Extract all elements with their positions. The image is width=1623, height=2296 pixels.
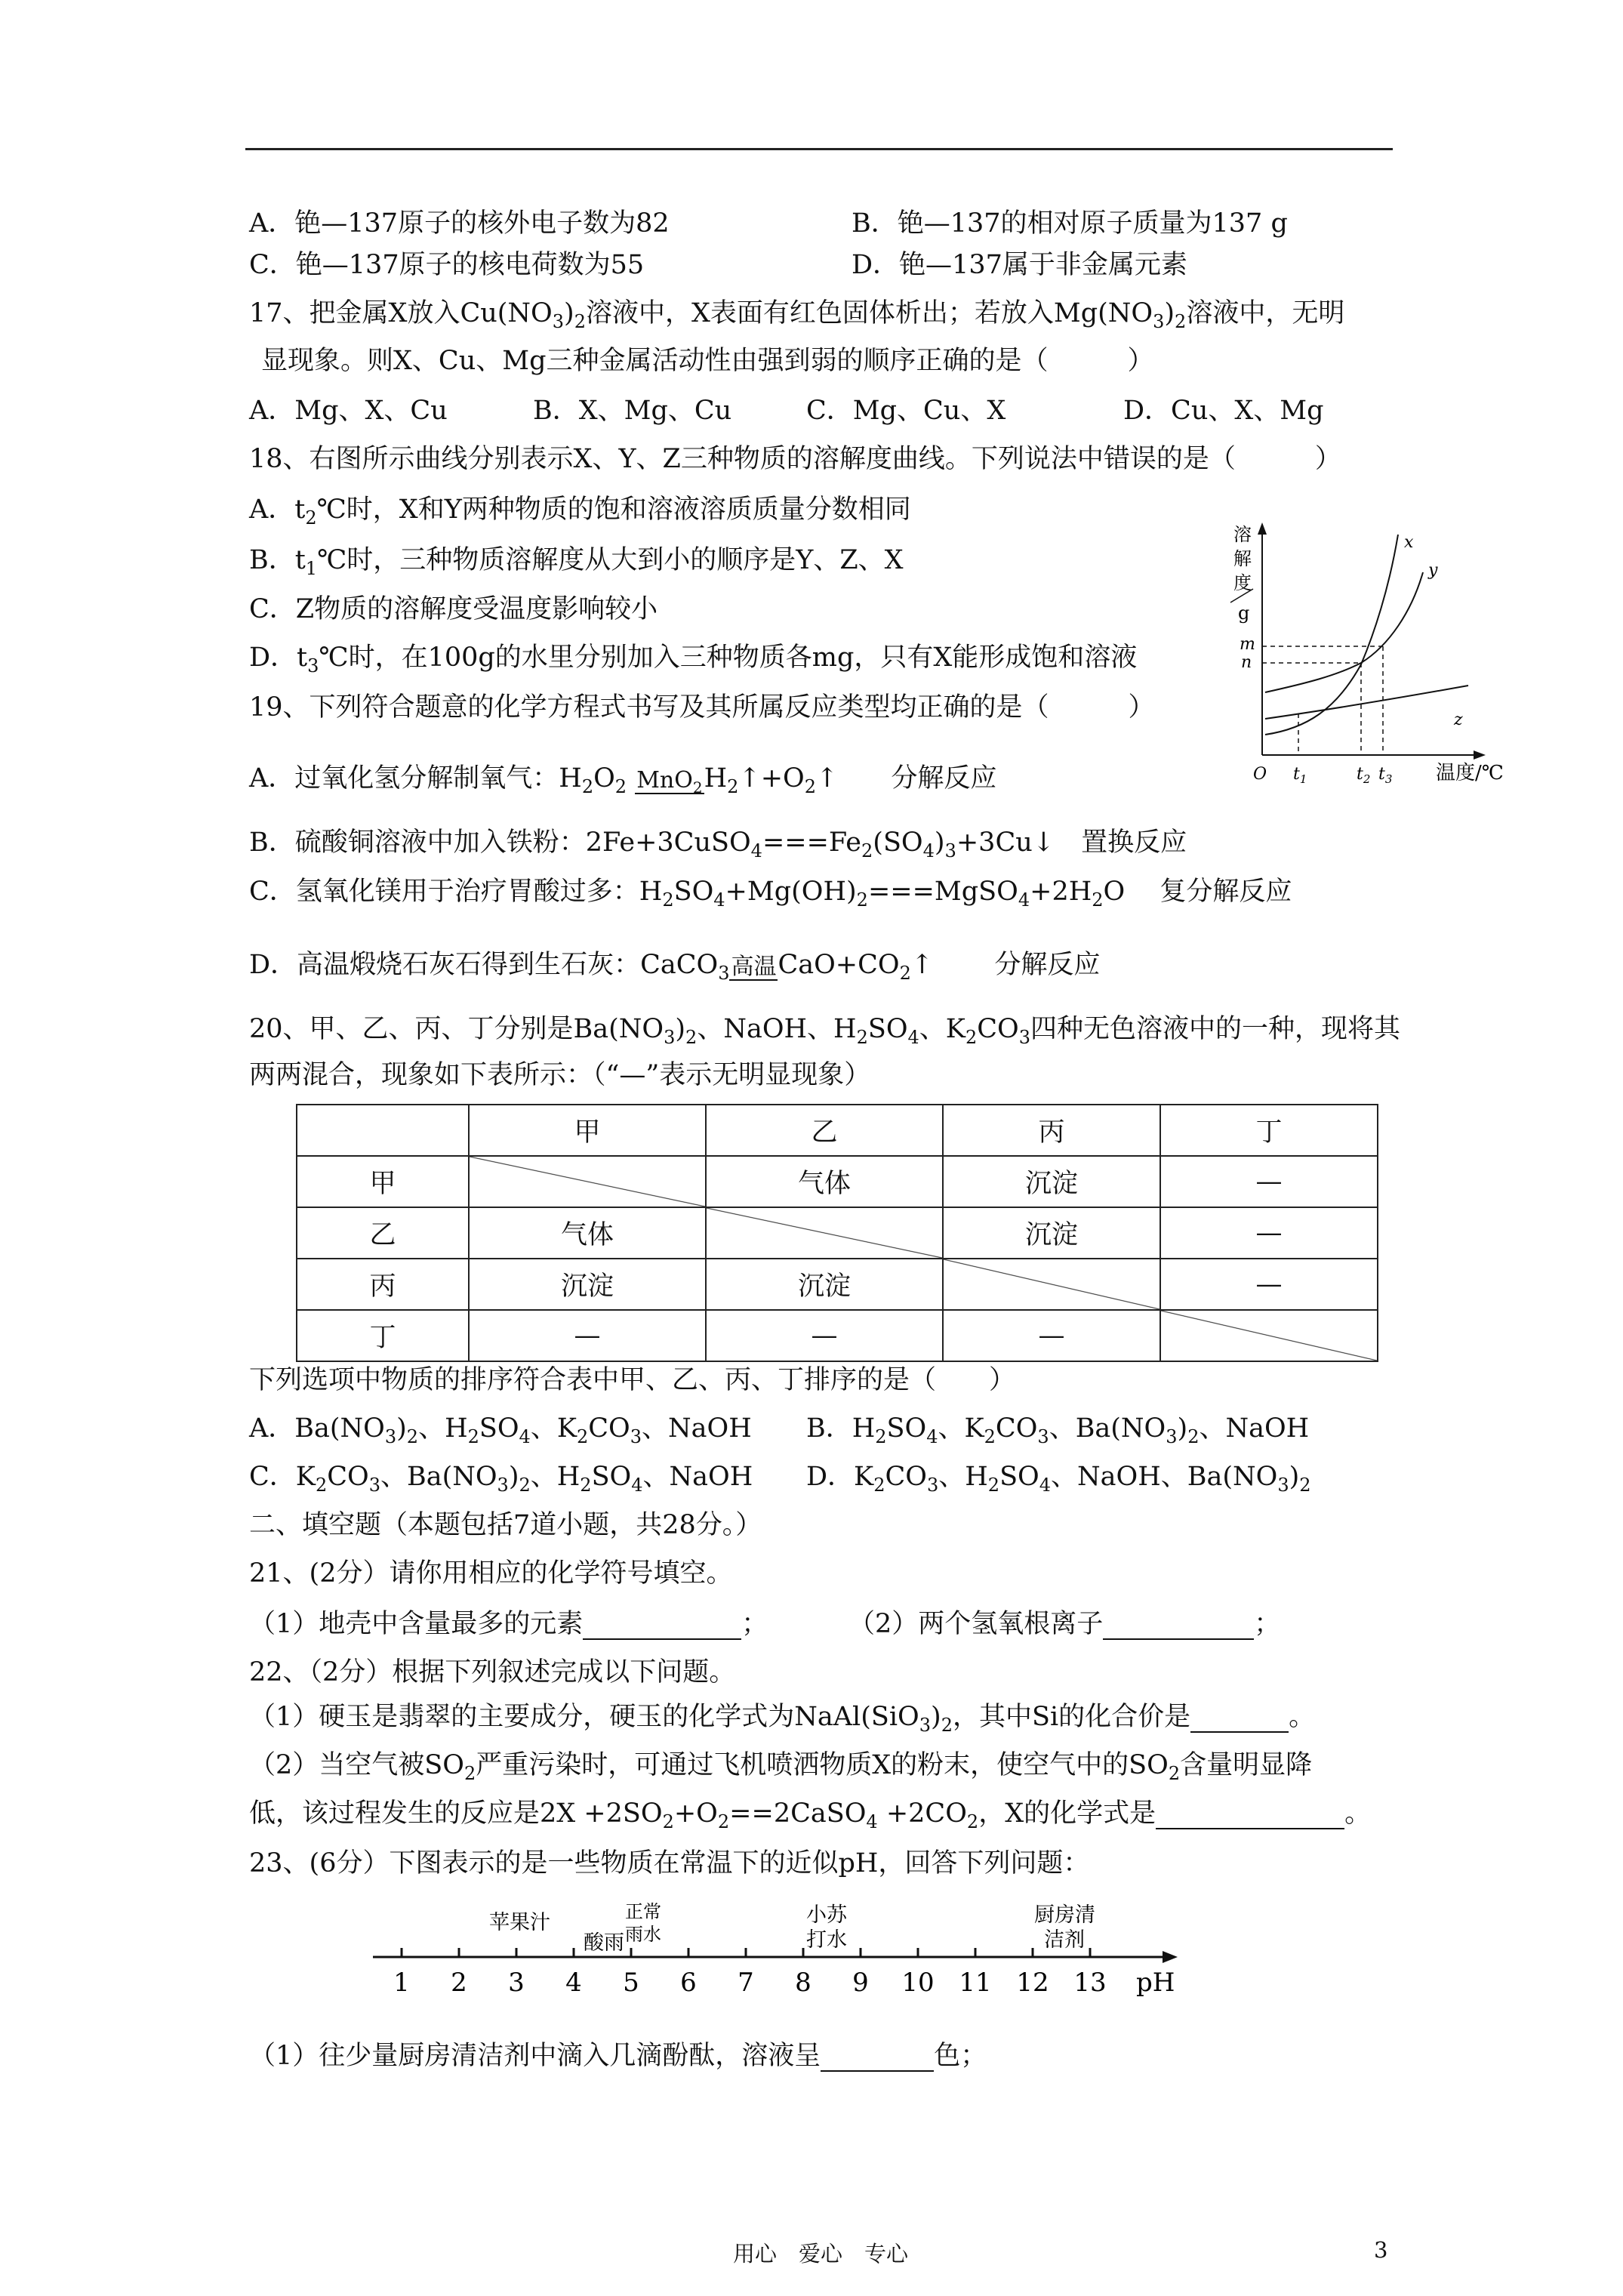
x-axis-arrow bbox=[1474, 750, 1486, 760]
q17-stem-line2: 显现象。则X、Cu、Mg三种金属活动性由强到弱的顺序正确的是（ ） bbox=[261, 346, 1154, 376]
q17-stem-line1: 17、把金属X放入$Cu(NO_3)_2$溶液中，X表面有红色固体析出；若放入$Mg(NO_3)_2$溶液中，无明 bbox=[249, 298, 1345, 332]
ph-tick-label: 2 bbox=[451, 1968, 467, 1998]
answer-blank[interactable] bbox=[583, 1613, 741, 1640]
ph-tick-label: 1 bbox=[393, 1968, 410, 1998]
ylabel-char-2: 解 bbox=[1233, 548, 1252, 569]
section-heading: 二、填空题（本题包括7道小题，共28分。） bbox=[249, 1510, 762, 1540]
reaction-table bbox=[296, 1104, 1378, 1362]
catalyst-arrow: MnO$_2$ bbox=[636, 767, 703, 797]
q18-option-c: C．Z物质的溶解度受温度影响较小 bbox=[249, 594, 658, 624]
curve-z bbox=[1265, 686, 1468, 719]
table-row bbox=[297, 1207, 1378, 1259]
ph-tick-label: 6 bbox=[680, 1968, 697, 1998]
q20-option-d: D．$K_2CO_3$、$H_2SO_4$、NaOH、$Ba(NO_3)_2$ bbox=[806, 1462, 1311, 1496]
q19-option-c: C．氢氧化镁用于治疗胃酸过多：$H_2SO_4+Mg(OH)_2===MgSO_4+2H_2O$ 复分解反应 bbox=[249, 877, 1292, 911]
header-cell: 丁 bbox=[1160, 1105, 1378, 1156]
row-label: 丁 bbox=[297, 1310, 469, 1361]
q19-option-d: D．高温煅烧石灰石得到生石灰：CaCO$_3$ 高温 $CaO+CO_2↑$ 分解反应 bbox=[249, 950, 1101, 984]
q21-part1: （1）地壳中含量最多的元素 ； bbox=[249, 1609, 768, 1639]
label-x: x bbox=[1404, 533, 1414, 552]
q19-option-b: B．硫酸铜溶液中加入铁粉：$2Fe+3CuSO_4===Fe_2(SO_4)_3+3Cu↓$ 置换反应 bbox=[249, 827, 1187, 861]
q17-option-a: A．Mg、X、Cu bbox=[249, 396, 448, 426]
diagonal-cell bbox=[469, 1156, 706, 1207]
curve-y bbox=[1265, 572, 1423, 692]
ylabel-char-4: g bbox=[1238, 603, 1250, 624]
diagonal-cell bbox=[1160, 1310, 1378, 1361]
q20-option-b: B．$H_2SO_4$、$K_2CO_3$、$Ba(NO_3)_2$、NaOH bbox=[806, 1413, 1310, 1447]
label-cleaner-1: 厨房清 bbox=[1034, 1903, 1095, 1927]
table-cell: 沉淀 bbox=[706, 1259, 943, 1310]
ph-ticks bbox=[393, 1948, 1106, 1998]
q19-option-a: A．过氧化氢分解制氧气：$H_2O_2$ MnO$_2$ $H_2↑+O_2↑$ 分解反应 bbox=[249, 763, 997, 797]
table-header-row bbox=[297, 1105, 1378, 1156]
q20-option-a: A．$Ba(NO_3)_2$、$H_2SO_4$、$K_2CO_3$、NaOH bbox=[249, 1413, 752, 1447]
ph-scale bbox=[362, 1888, 1223, 2001]
q18-stem: 18、右图所示曲线分别表示X、Y、Z三种物质的溶解度曲线。下列说法中错误的是（ ） bbox=[249, 444, 1341, 474]
q17-option-d: D．Cu、X、Mg bbox=[1123, 396, 1324, 426]
header-cell: 丙 bbox=[943, 1105, 1160, 1156]
ph-tick-label: 10 bbox=[901, 1968, 935, 1998]
row-label: 甲 bbox=[297, 1156, 469, 1207]
label-n: n bbox=[1241, 653, 1252, 672]
q21-stem: 21、(2分）请你用相应的化学符号填空。 bbox=[249, 1558, 733, 1589]
ph-unit: pH bbox=[1136, 1968, 1175, 1998]
high-temp-arrow: 高温 bbox=[731, 954, 777, 980]
q16-option-a: A．铯—137原子的核外电子数为82 bbox=[249, 208, 670, 239]
table-cell: — bbox=[1160, 1259, 1378, 1310]
q16-option-b: B．铯—137的相对原子质量为137 g bbox=[852, 208, 1288, 239]
answer-blank[interactable] bbox=[1103, 1613, 1254, 1640]
ph-tick-label: 3 bbox=[508, 1968, 525, 1998]
header-cell: 乙 bbox=[706, 1105, 943, 1156]
table-cell: — bbox=[1160, 1207, 1378, 1259]
label-t1: $t_1$ bbox=[1293, 765, 1307, 786]
header-cell: 甲 bbox=[469, 1105, 706, 1156]
label-t3: $t_3$ bbox=[1378, 765, 1393, 786]
answer-blank[interactable] bbox=[1156, 1802, 1344, 1829]
label-acid-rain: 酸雨 bbox=[584, 1931, 624, 1955]
table-cell: 沉淀 bbox=[943, 1207, 1160, 1259]
diagonal-cell bbox=[706, 1207, 943, 1259]
table-row bbox=[297, 1156, 1378, 1207]
ph-tick-label: 7 bbox=[738, 1968, 754, 1998]
q22-part2-line1: （2）当空气被$SO_2$严重污染时，可通过飞机喷洒物质X的粉末，使空气中的$SO_2$含量明显降 bbox=[249, 1750, 1313, 1784]
label-soda-2: 打水 bbox=[806, 1928, 847, 1952]
answer-blank[interactable] bbox=[1190, 1706, 1289, 1733]
ph-tick-label: 12 bbox=[1016, 1968, 1049, 1998]
label-normal-rain-1: 正常 bbox=[625, 1901, 661, 1922]
ylabel-char-3: 度 bbox=[1233, 572, 1252, 593]
label-y: y bbox=[1428, 561, 1438, 580]
q19-stem: 19、下列符合题意的化学方程式书写及其所属反应类型均正确的是（ ） bbox=[249, 692, 1155, 723]
table-cell: — bbox=[1160, 1156, 1378, 1207]
table-cell: 气体 bbox=[469, 1207, 706, 1259]
q17-option-b: B．X、Mg、Cu bbox=[533, 396, 732, 426]
q18-option-a: A．$t_2℃$时，X和Y两种物质的饱和溶液溶质质量分数相同 bbox=[249, 495, 911, 529]
label-normal-rain-2: 雨水 bbox=[625, 1924, 661, 1945]
q18-option-b: B．$t_1℃$时，三种物质溶解度从大到小的顺序是Y、Z、X bbox=[249, 545, 904, 579]
ph-tick-label: 5 bbox=[623, 1968, 639, 1998]
q20-stem-line1: 20、甲、乙、丙、丁分别是$Ba(NO_3)_2$、NaOH、$H_2SO_4$、$K_2CO_3$四种无色溶液中的一种，现将其 bbox=[249, 1014, 1401, 1048]
q20-stem-line2: 两两混合，现象如下表所示：（“—”表示无明显现象） bbox=[249, 1060, 871, 1090]
q18-option-d: D．$t_3℃$时，在100g的水里分别加入三种物质各mg，只有X能形成饱和溶液 bbox=[249, 643, 1138, 676]
q23-stem: 23、(6分）下图表示的是一些物质在常温下的近似pH，回答下列问题： bbox=[249, 1848, 1090, 1878]
solubility-graph bbox=[1223, 513, 1525, 793]
xlabel: 温度/℃ bbox=[1436, 762, 1504, 784]
curve-x bbox=[1265, 535, 1398, 735]
q20-option-c: C．$K_2CO_3$、$Ba(NO_3)_2$、$H_2SO_4$、NaOH bbox=[249, 1462, 753, 1496]
q22-part1: （1）硬玉是翡翠的主要成分，硬玉的化学式为$NaAl(SiO_3)_2$，其中Si的化合价是 。 bbox=[249, 1702, 1316, 1736]
label-cleaner-2: 洁剂 bbox=[1044, 1928, 1085, 1952]
q22-stem: 22、（2分）根据下列叙述完成以下问题。 bbox=[249, 1657, 736, 1687]
q23-part1: （1）往少量厨房清洁剂中滴入几滴酚酞，溶液呈 色； bbox=[249, 2041, 987, 2071]
ph-axis-arrow bbox=[1163, 1951, 1178, 1963]
header-cell bbox=[297, 1105, 469, 1156]
ph-tick-label: 4 bbox=[565, 1968, 582, 1998]
label-t2: $t_2$ bbox=[1357, 765, 1371, 786]
q22-part2-line2: 低，该过程发生的反应是$2X +2SO_2+O_2==2CaSO_4 +2CO_2$，X的化学式是 。 bbox=[249, 1798, 1372, 1832]
diagonal-cell bbox=[943, 1259, 1160, 1310]
answer-blank[interactable] bbox=[821, 2045, 934, 2072]
table-row bbox=[297, 1259, 1378, 1310]
ph-tick-label: 9 bbox=[852, 1968, 869, 1998]
table-cell: 沉淀 bbox=[469, 1259, 706, 1310]
ph-tick-label: 11 bbox=[959, 1968, 992, 1998]
table-cell: — bbox=[706, 1310, 943, 1361]
q16-option-c: C．铯—137原子的核电荷数为55 bbox=[249, 250, 645, 280]
y-axis-arrow bbox=[1258, 522, 1267, 535]
label-z: z bbox=[1454, 710, 1463, 729]
label-soda-1: 小苏 bbox=[806, 1903, 847, 1927]
table-row bbox=[297, 1310, 1378, 1361]
page-number: 3 bbox=[1374, 2237, 1388, 2263]
table-cell: 气体 bbox=[706, 1156, 943, 1207]
q21-part2: （2）两个氢氧根离子 ； bbox=[848, 1609, 1281, 1639]
table-cell: — bbox=[943, 1310, 1160, 1361]
ph-tick-label: 8 bbox=[795, 1968, 812, 1998]
label-m: m bbox=[1240, 635, 1255, 654]
table-cell: 沉淀 bbox=[943, 1156, 1160, 1207]
ylabel-char-1: 溶 bbox=[1233, 524, 1252, 545]
label-apple-juice: 苹果汁 bbox=[489, 1911, 550, 1934]
row-label: 乙 bbox=[297, 1207, 469, 1259]
q16-option-d: D．铯—137属于非金属元素 bbox=[852, 250, 1187, 280]
footer-motto: 用心 爱心 专心 bbox=[733, 2241, 909, 2267]
header-rule bbox=[245, 148, 1393, 150]
row-label: 丙 bbox=[297, 1259, 469, 1310]
label-origin: O bbox=[1253, 765, 1267, 784]
q20-question: 下列选项中物质的排序符合表中甲、乙、丙、丁排序的是（ ） bbox=[249, 1365, 1016, 1395]
ph-tick-label: 13 bbox=[1073, 1968, 1107, 1998]
q17-option-c: C．Mg、Cu、X bbox=[806, 396, 1006, 426]
table-cell: — bbox=[469, 1310, 706, 1361]
